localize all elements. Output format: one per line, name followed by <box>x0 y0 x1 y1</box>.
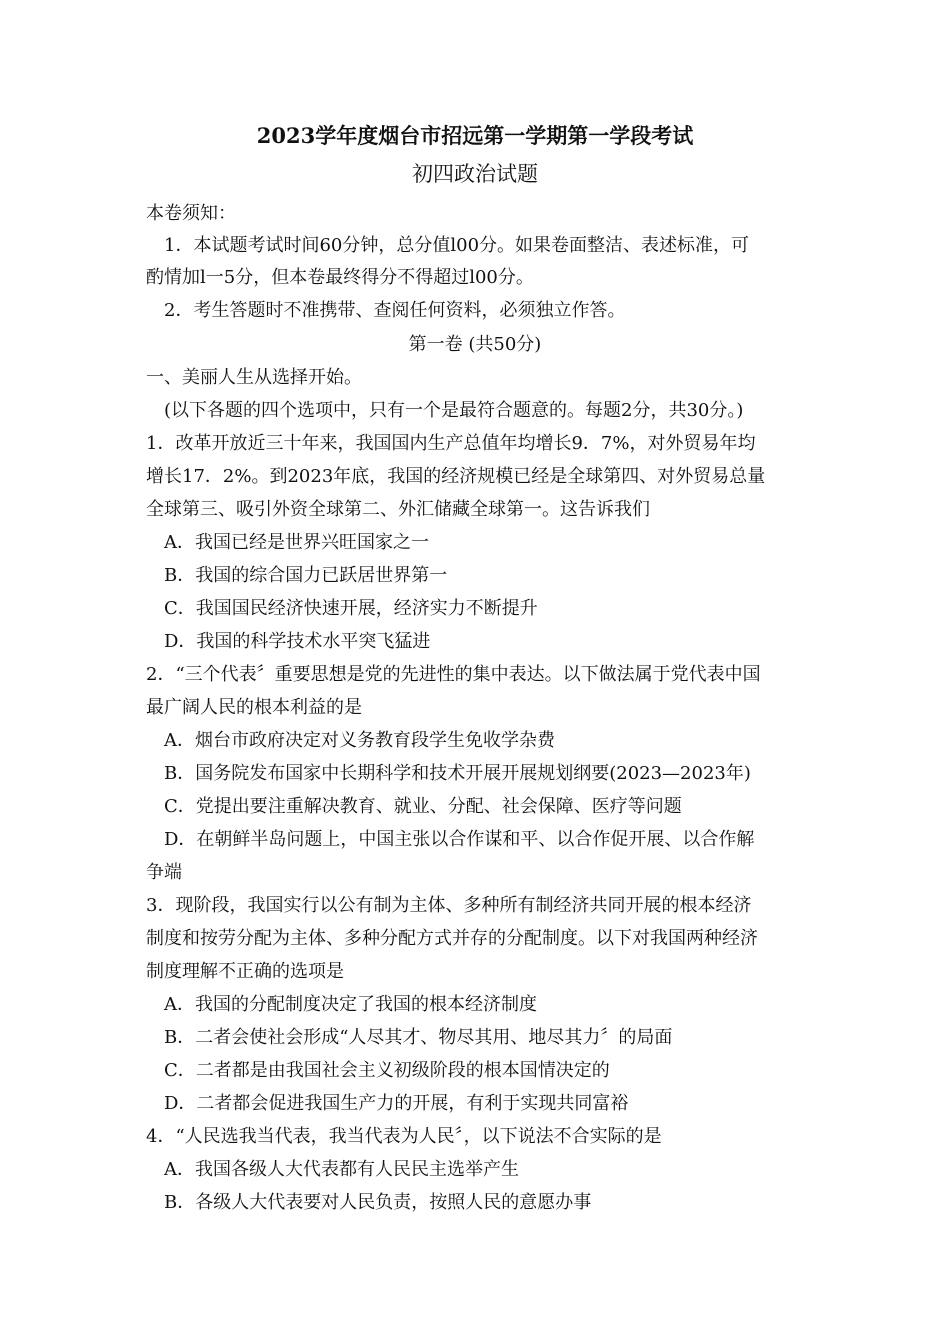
question-3-line-1: 3．现阶段，我国实行以公有制为主体、多种所有制经济共同开展的根本经济 <box>146 895 752 916</box>
exam-title: 2023学年度烟台市招远第一学期第一学段考试 <box>256 123 694 148</box>
volume-1-header: 第一卷 (共50分) <box>408 334 542 355</box>
question-3-option-b: B．二者会使社会形成“人尽其才、物尽其用、地尽其力〞的局面 <box>164 1027 673 1048</box>
question-2-option-d: D．在朝鲜半岛问题上，中国主张以合作谋和平、以合作促开展、以合作解 <box>164 829 755 850</box>
question-2-option-c: C．党提出要注重解决教育、就业、分配、社会保障、医疗等问题 <box>164 796 682 817</box>
question-4-option-b: B．各级人大代表要对人民负责，按照人民的意愿办事 <box>164 1192 592 1213</box>
question-2-option-d-cont: 争端 <box>146 862 182 883</box>
question-3-option-c: C．二者都是由我国社会主义初级阶段的根本国情决定的 <box>164 1060 610 1081</box>
section-1-title: 一、美丽人生从选择开始。 <box>146 367 362 388</box>
question-1-line-2: 增长17．2%。到2023年底，我国的经济规模已经是全球第四、对外贸易总量 <box>146 466 766 487</box>
question-2-line-2: 最广阔人民的根本利益的是 <box>146 697 362 718</box>
question-4-line-1: 4．“人民选我当代表，我当代表为人民〞，以下说法不合实际的是 <box>146 1126 662 1147</box>
question-1-option-a: A．我国已经是世界兴旺国家之一 <box>164 532 429 553</box>
question-2-option-a: A．烟台市政府决定对义务教育段学生免收学杂费 <box>164 730 555 751</box>
notice-item-1: 1．本试题考试时间60分钟，总分值l00分。如果卷面整洁、表述标准，可 <box>164 235 750 256</box>
question-1-line-1: 1．改革开放近三十年来，我国国内生产总值年均增长9．7%，对外贸易年均 <box>146 433 756 454</box>
notice-item-2: 2．考生答题时不准携带、查阅任何资料，必须独立作答。 <box>164 300 626 321</box>
exam-subtitle: 初四政治试题 <box>412 162 538 186</box>
question-3-line-3: 制度理解不正确的选项是 <box>146 961 344 982</box>
question-1-option-d: D．我国的科学技术水平突飞猛进 <box>164 631 431 652</box>
question-3-option-d: D．二者都会促进我国生产力的开展，有利于实现共同富裕 <box>164 1093 629 1114</box>
notice-heading: 本卷须知： <box>146 203 236 224</box>
question-3-line-2: 制度和按劳分配为主体、多种分配方式并存的分配制度。以下对我国两种经济 <box>146 928 758 949</box>
question-4-option-a: A．我国各级人大代表都有人民民主选举产生 <box>164 1159 519 1180</box>
question-2-line-1: 2．“三个代表〞重要思想是党的先进性的集中表达。以下做法属于党代表中国 <box>146 664 761 685</box>
question-3-option-a: A．我国的分配制度决定了我国的根本经济制度 <box>164 994 537 1015</box>
section-1-instruction: (以下各题的四个选项中，只有一个是最符合题意的。每题2分，共30分。) <box>164 400 744 421</box>
question-1-option-b: B．我国的综合国力已跃居世界第一 <box>164 565 448 586</box>
question-1-option-c: C．我国国民经济快速开展，经济实力不断提升 <box>164 598 538 619</box>
notice-item-1-cont: 酌情加l一5分，但本卷最终得分不得超过l00分。 <box>146 267 534 288</box>
question-1-line-3: 全球第三、吸引外资全球第二、外汇储藏全球第一。这告诉我们 <box>146 499 650 520</box>
question-2-option-b: B．国务院发布国家中长期科学和技术开展开展规划纲要(2023—2023年) <box>164 763 751 784</box>
